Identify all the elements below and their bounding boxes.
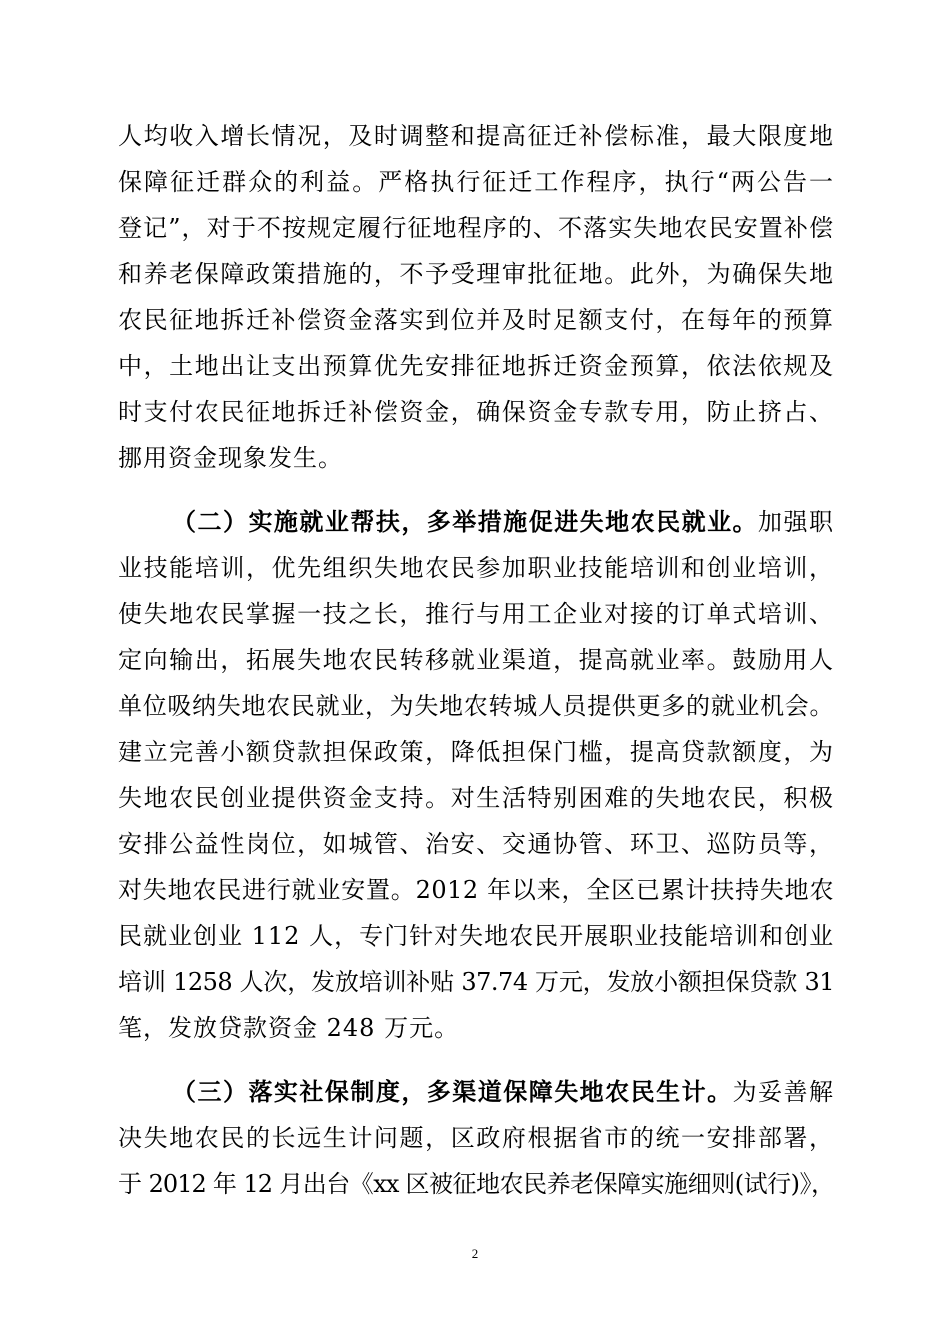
paragraph-line: 民就业创业 112 人，专门针对失地农民开展职业技能培训和创业: [118, 922, 835, 950]
paragraph-line: 时支付农民征地拆迁补偿资金，确保资金专款专用，防止挤占、: [118, 398, 834, 426]
paragraph-line: 和养老保障政策措施的，不予受理审批征地。此外，为确保失地: [118, 260, 834, 288]
paragraph-line: 于 2012 年 12 月出台《xx 区被征地农民养老保障实施细则(试行)》，: [118, 1170, 834, 1198]
paragraph-line: 人均收入增长情况，及时调整和提高征迁补偿标准，最大限度地: [118, 122, 834, 150]
paragraph-line: 保障征迁群众的利益。严格执行征迁工作程序，执行“两公告一: [118, 168, 834, 196]
section-first-line: [172, 1072, 834, 1112]
paragraph-line: 使失地农民掌握一技之长，推行与用工企业对接的订单式培训、: [118, 600, 834, 628]
paragraph-line: 笔，发放贷款资金 248 万元。: [118, 1014, 460, 1042]
section-heading-rest: 加强职: [758, 508, 835, 536]
paragraph-line: 农民征地拆迁补偿资金落实到位并及时足额支付，在每年的预算: [118, 306, 834, 334]
section-first-line: [172, 502, 834, 542]
paragraph-line: 登记”，对于不按规定履行征地程序的、不落实失地农民安置补偿: [118, 214, 834, 242]
paragraph-line: 定向输出，拓展失地农民转移就业渠道，提高就业率。鼓励用人: [118, 646, 834, 674]
paragraph-line: 单位吸纳失地农民就业，为失地农转城人员提供更多的就业机会。: [118, 692, 834, 720]
section-heading: （二）实施就业帮扶，多举措施促进失地农民就业。: [172, 507, 759, 536]
paragraph-line: 中，土地出让支出预算优先安排征地拆迁资金预算，依法依规及: [118, 352, 834, 380]
paragraph-line: 培训 1258 人次，发放培训补贴 37.74 万元，发放小额担保贷款 31: [118, 968, 834, 996]
section-heading-rest: 为妥善解: [732, 1078, 835, 1106]
paragraph-line: 安排公益性岗位，如城管、治安、交通协管、环卫、巡防员等，: [118, 830, 834, 858]
page-number: 2: [471, 1246, 479, 1261]
paragraph-line: 业技能培训，优先组织失地农民参加职业技能培训和创业培训，: [118, 554, 834, 582]
paragraph-line: 对失地农民进行就业安置。2012 年以来，全区已累计扶持失地农: [118, 876, 834, 904]
paragraph-line: 挪用资金现象发生。: [118, 444, 343, 472]
paragraph-line: 决失地农民的长远生计问题，区政府根据省市的统一安排部署，: [118, 1124, 834, 1152]
paragraph-line: 建立完善小额贷款担保政策，降低担保门槛，提高贷款额度，为: [118, 738, 834, 766]
section-heading: （三）落实社保制度，多渠道保障失地农民生计。: [172, 1077, 733, 1106]
paragraph-line: 失地农民创业提供资金支持。对生活特别困难的失地农民，积极: [118, 784, 834, 812]
